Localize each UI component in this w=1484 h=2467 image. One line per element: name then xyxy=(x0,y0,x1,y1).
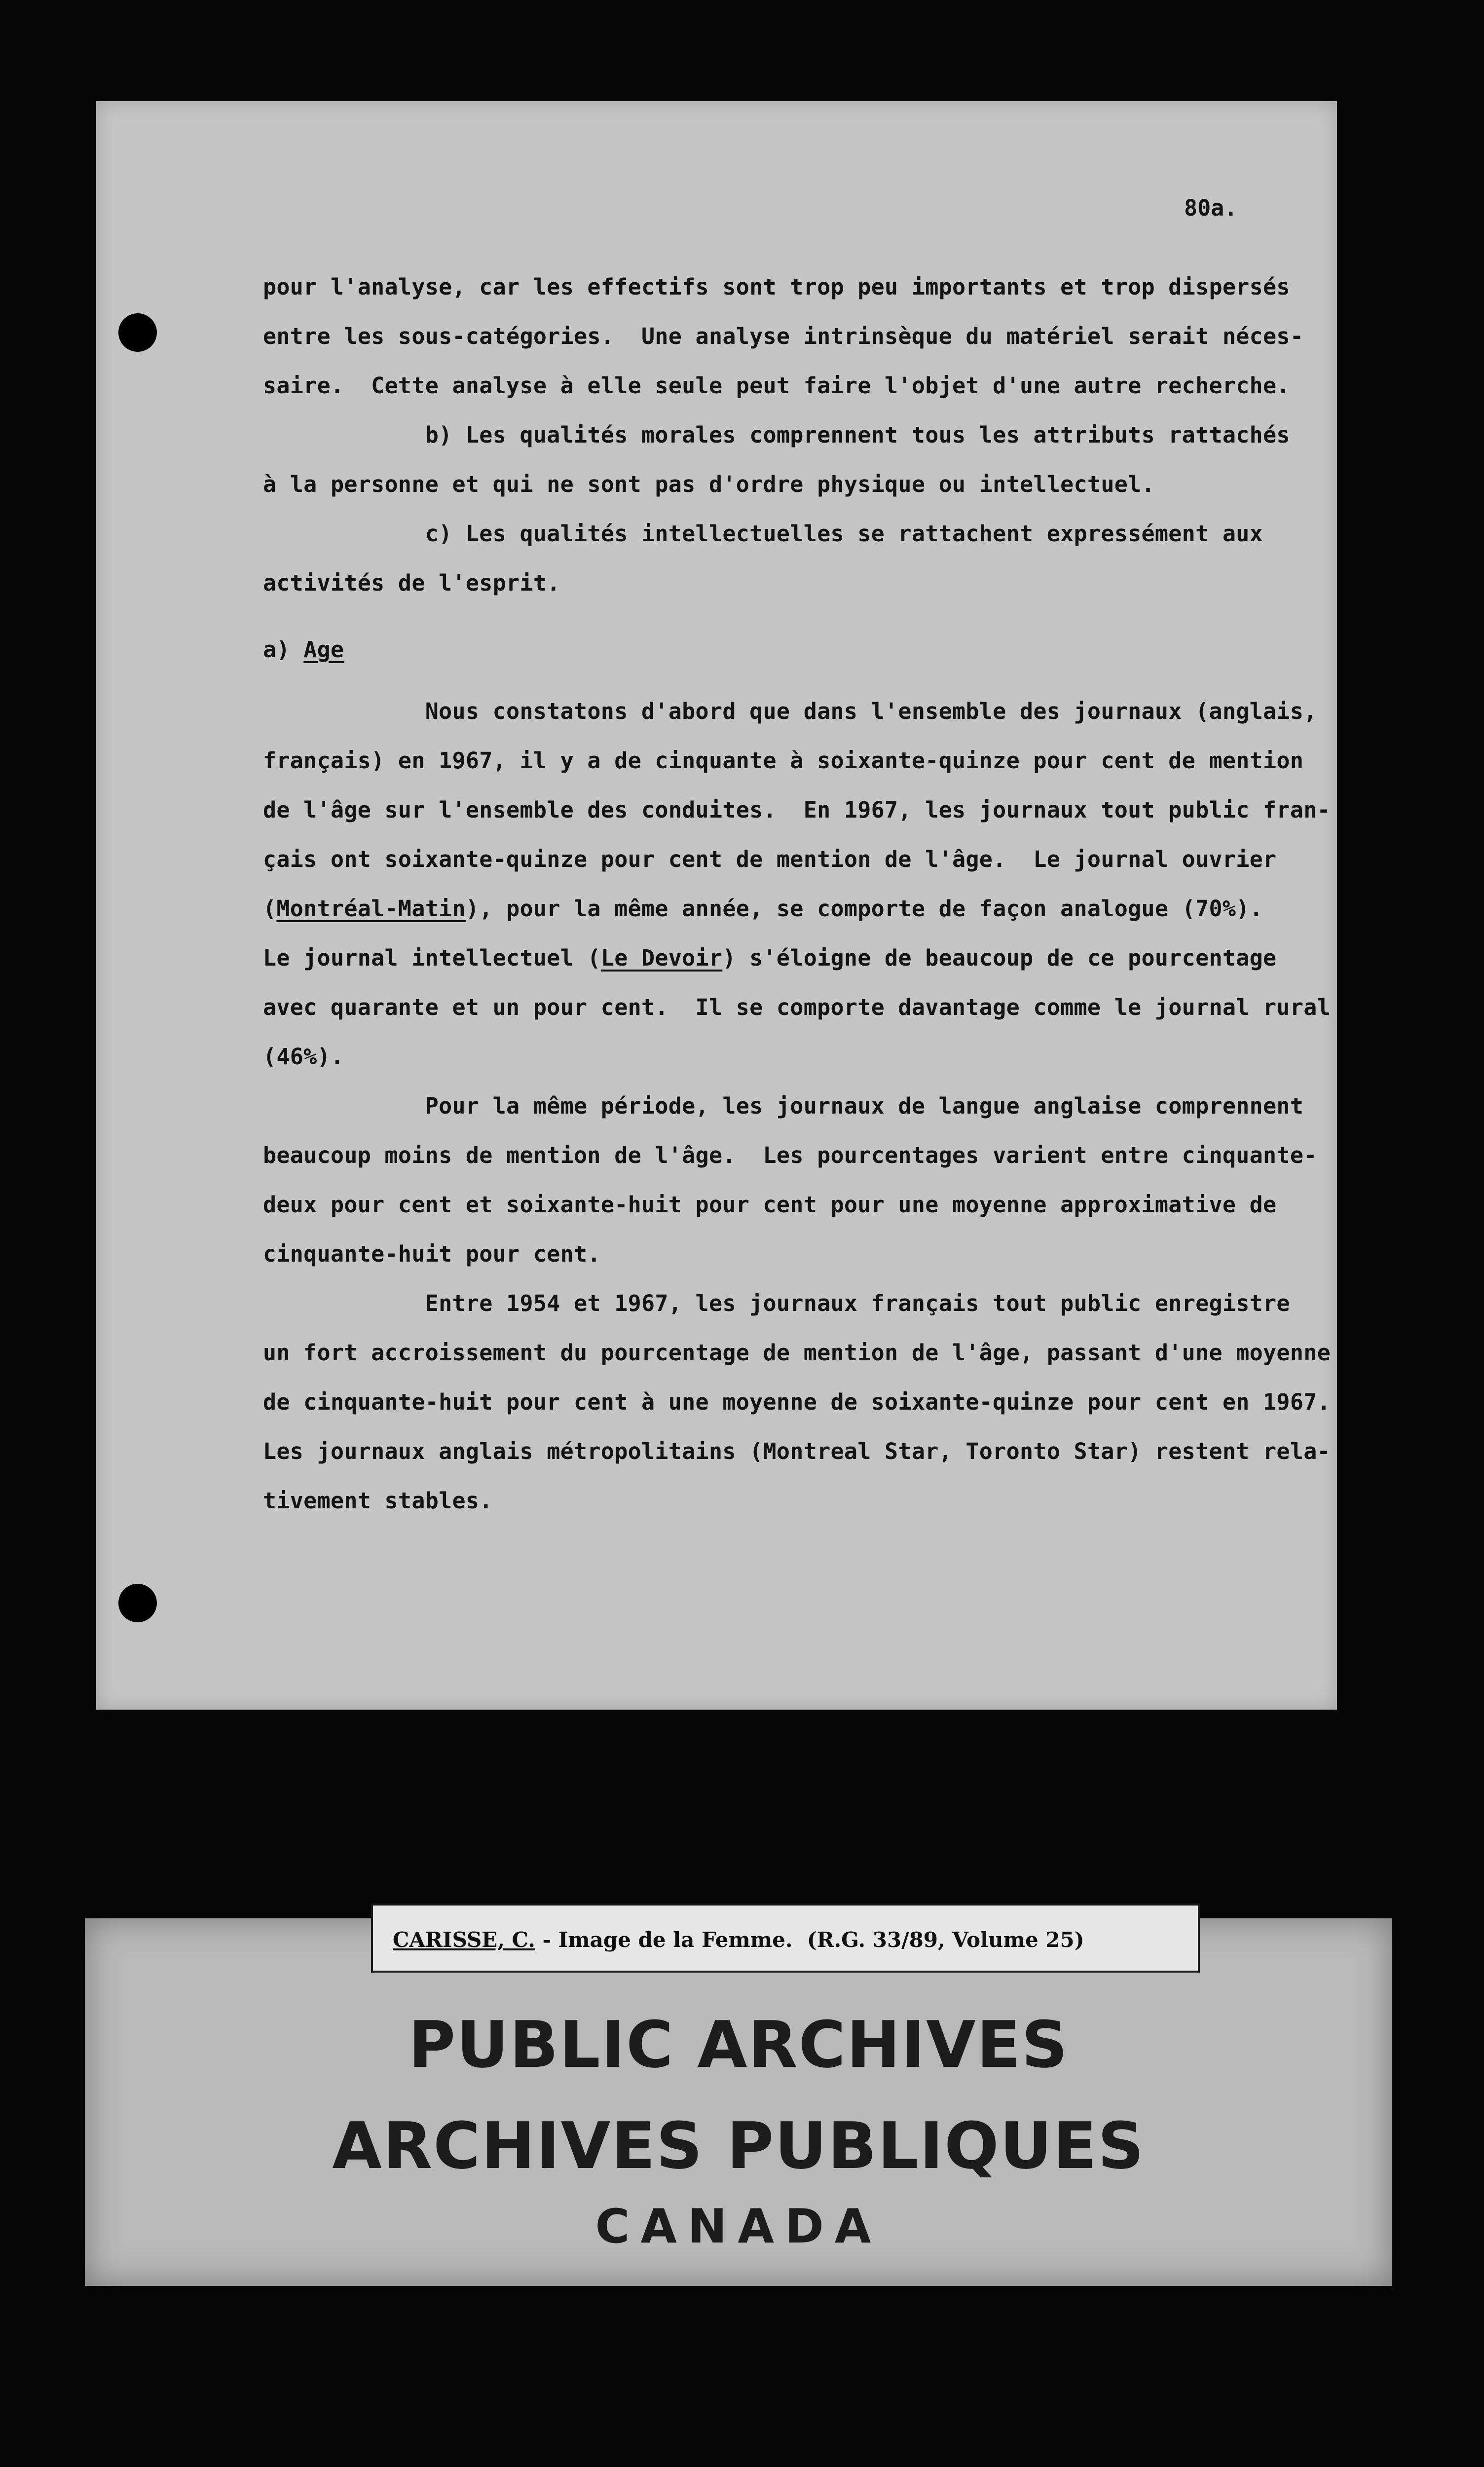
text-line: c) Les qualités intellectuelles se rattachent expressément aux xyxy=(263,521,1263,547)
text-line: avec quarante et un pour cent. Il se comporte davantage comme le journal rural xyxy=(263,994,1331,1020)
newspaper-title: Montréal-Matin xyxy=(276,896,466,922)
text-line: pour l'analyse, car les effectifs sont trop peu importants et trop dispersés xyxy=(263,274,1290,300)
stamp-archives-publiques: ARCHIVES PUBLIQUES xyxy=(332,2108,1145,2183)
text-fragment: ) s'éloigne de beaucoup de ce pourcentage xyxy=(722,945,1277,971)
text-line: Pour la même période, les journaux de langue anglaise comprennent xyxy=(263,1093,1304,1119)
text-line: deux pour cent et soixante-huit pour cent pour une moyenne approximative de xyxy=(263,1192,1277,1218)
text-line: Les journaux anglais métropolitains (Montreal Star, Toronto Star) restent rela- xyxy=(263,1438,1331,1464)
text-fragment: ( xyxy=(263,896,277,922)
newspaper-title: Le Devoir xyxy=(600,945,723,971)
text-line: cinquante-huit pour cent. xyxy=(263,1241,601,1267)
text-line: un fort accroissement du pourcentage de mention de l'âge, passant d'une moyenne xyxy=(263,1340,1331,1366)
section-heading-title: Age xyxy=(303,636,344,663)
text-line xyxy=(263,945,1276,971)
text-line: à la personne et qui ne sont pas d'ordre physique ou intellectuel. xyxy=(263,471,1155,497)
page-number: 80a. xyxy=(1184,195,1238,221)
text-line: Nous constatons d'abord que dans l'ensemble des journaux (anglais, xyxy=(263,698,1317,724)
text-fragment: Le journal intellectuel ( xyxy=(263,945,601,971)
text-line: Entre 1954 et 1967, les journaux français tout public enregistre xyxy=(263,1290,1290,1316)
text-line: tivement stables. xyxy=(263,1488,493,1514)
text-line: (46%). xyxy=(263,1044,344,1070)
typewritten-page xyxy=(96,101,1337,1710)
citation-text xyxy=(393,1928,1084,1952)
stamp-public-archives: PUBLIC ARCHIVES xyxy=(408,2007,1069,2082)
citation-slip xyxy=(371,1904,1200,1973)
text-line: de l'âge sur l'ensemble des conduites. En 1967, les journaux tout public fran- xyxy=(263,797,1331,823)
text-line xyxy=(263,896,1263,922)
author-name: CARISSE, C. xyxy=(393,1928,535,1952)
text-line: entre les sous-catégories. Une analyse intrinsèque du matériel serait néces- xyxy=(263,323,1304,349)
text-line: b) Les qualités morales comprennent tous les attributs rattachés xyxy=(263,422,1290,448)
text-line: activités de l'esprit. xyxy=(263,570,560,596)
citation-details: - Image de la Femme. (R.G. 33/89, Volume 25) xyxy=(535,1928,1084,1952)
text-line: de cinquante-huit pour cent à une moyenne de soixante-quinze pour cent en 1967. xyxy=(263,1389,1331,1415)
stamp-canada: CANADA xyxy=(595,2200,882,2254)
text-line: saire. Cette analyse à elle seule peut faire l'objet d'une autre recherche. xyxy=(263,373,1290,399)
section-heading xyxy=(263,636,344,663)
text-line: français) en 1967, il y a de cinquante à soixante-quinze pour cent de mention xyxy=(263,748,1304,774)
text-line: beaucoup moins de mention de l'âge. Les pourcentages varient entre cinquante- xyxy=(263,1142,1317,1168)
section-prefix: a) xyxy=(263,636,304,663)
punch-hole xyxy=(118,1584,157,1622)
punch-hole xyxy=(118,313,157,352)
text-fragment: ), pour la même année, se comporte de façon analogue (70%). xyxy=(465,896,1263,922)
text-line: çais ont soixante-quinze pour cent de mention de l'âge. Le journal ouvrier xyxy=(263,846,1277,872)
archive-label-card xyxy=(85,1918,1392,2286)
